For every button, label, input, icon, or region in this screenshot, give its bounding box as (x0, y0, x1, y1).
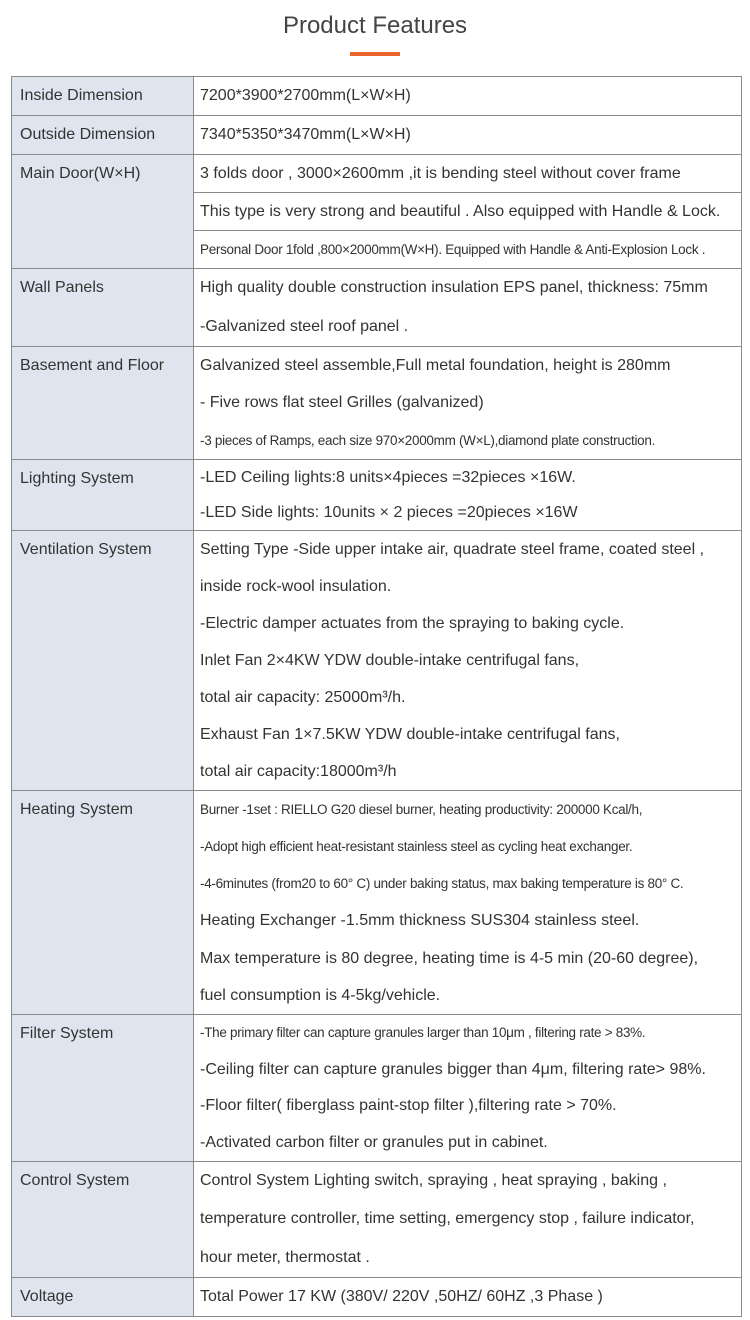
row-value-line: total air capacity:18000m³/h (200, 762, 397, 780)
table-row (12, 790, 742, 1014)
row-label: Outside Dimension (20, 126, 156, 143)
row-label: Main Door(W×H) (20, 165, 141, 182)
row-label-cell (12, 116, 194, 155)
row-value-line: -4-6minutes (from20 to 60° C) under baking status, max baking temperature is 80° C. (200, 876, 684, 892)
row-value-cell (194, 347, 742, 460)
row-label: Heating System (20, 800, 133, 818)
row-value-line: temperature controller, time setting, emergency stop , failure indicator, (200, 1210, 695, 1228)
table-row (12, 347, 742, 460)
row-label: Basement and Floor (20, 357, 165, 374)
row-value-line: Burner -1set : RIELLO G20 diesel burner, heating productivity: 200000 Kcal/h, (200, 801, 643, 817)
row-value-line: -The primary filter can capture granules larger than 10μm , filtering rate > 83%. (200, 1025, 646, 1041)
row-value-cell (194, 459, 742, 530)
row-value-line: Max temperature is 80 degree, heating time is 4-5 min (20-60 degree), (200, 949, 699, 967)
row-value-cell (194, 790, 742, 1014)
row-value-cell (194, 1015, 742, 1162)
row-value-cell (194, 530, 742, 790)
row-value-line: 7200*3900*2700mm(L×W×H) (200, 87, 411, 104)
row-value-line: 3 folds door , 3000×2600mm ,it is bending steel without cover frame (194, 155, 741, 193)
row-label: Control System (20, 1172, 130, 1190)
row-label: Filter System (20, 1025, 114, 1043)
row-value-line: fuel consumption is 4-5kg/vehicle. (200, 986, 441, 1004)
row-value-line: -Galvanized steel roof panel . (200, 317, 409, 335)
row-label-cell (12, 155, 194, 269)
row-value-line: -Floor filter( fiberglass paint-stop filter ),filtering rate > 70%. (200, 1097, 617, 1115)
row-value-line: - Five rows flat steel Grilles (galvanized) (200, 394, 484, 412)
row-label-cell (12, 1277, 194, 1316)
row-value-cell (194, 116, 742, 155)
table-row (12, 530, 742, 790)
row-label-cell (12, 530, 194, 790)
row-value-cell (194, 1162, 742, 1278)
row-value-cell (194, 269, 742, 347)
row-value-line: This type is very strong and beautiful . Also equipped with Handle & Lock. (194, 193, 741, 231)
table-row (12, 459, 742, 530)
table-row (12, 1277, 742, 1316)
row-value-line: inside rock-wool insulation. (200, 577, 392, 595)
row-value-line: Personal Door 1fold ,800×2000mm(W×H). Equipped with Handle & Anti-Explosion Lock . (200, 242, 706, 257)
table-row (12, 1162, 742, 1278)
row-value-cell (194, 77, 742, 116)
row-value-line: Exhaust Fan 1×7.5KW YDW double-intake centrifugal fans, (200, 725, 620, 743)
table-row (12, 77, 742, 116)
table-row (12, 1015, 742, 1162)
row-label-cell (12, 1015, 194, 1162)
features-table (11, 76, 742, 1317)
row-label-cell (12, 347, 194, 460)
row-label-cell (12, 790, 194, 1014)
row-label: Voltage (20, 1287, 74, 1305)
table-row (12, 155, 742, 269)
row-value-line: Control System Lighting switch, spraying , heat spraying , baking , (200, 1172, 667, 1190)
row-value-line: 7340*5350*3470mm(L×W×H) (200, 126, 411, 143)
row-value-line: -3 pieces of Ramps, each size 970×2000mm (W×L),diamond plate construction. (200, 432, 656, 448)
row-label-cell (12, 1162, 194, 1278)
row-value-line: total air capacity: 25000m³/h. (200, 688, 406, 706)
row-label: Wall Panels (20, 279, 104, 296)
page-title: Product Features (282, 12, 468, 39)
row-value-line: -Activated carbon filter or granules put in cabinet. (200, 1133, 548, 1151)
row-value-line: Inlet Fan 2×4KW YDW double-intake centrifugal fans, (200, 651, 580, 669)
row-label: Ventilation System (20, 540, 152, 558)
row-label-cell (12, 459, 194, 530)
row-value-line: hour meter, thermostat . (200, 1248, 370, 1266)
row-value-line: -LED Side lights: 10units × 2 pieces =20pieces ×16W (200, 503, 578, 521)
table-row (12, 116, 742, 155)
row-value-line: High quality double construction insulation EPS panel, thickness: 75mm (200, 279, 708, 296)
row-value-line: Heating Exchanger -1.5mm thickness SUS304 stainless steel. (200, 912, 640, 930)
row-value-line: -Adopt high efficient heat-resistant stainless steel as cycling heat exchanger. (200, 839, 633, 855)
row-label: Inside Dimension (20, 87, 143, 104)
row-value-cell (194, 155, 742, 269)
row-label: Lighting System (20, 469, 134, 487)
title-underline (350, 52, 400, 56)
row-value-line: -Ceiling filter can capture granules bigger than 4μm, filtering rate> 98%. (200, 1060, 706, 1078)
row-value-line: Total Power 17 KW (380V/ 220V ,50HZ/ 60HZ ,3 Phase ) (200, 1287, 603, 1305)
table-row (12, 269, 742, 347)
row-label-cell (12, 77, 194, 116)
row-label-cell (12, 269, 194, 347)
row-value-line: Galvanized steel assemble,Full metal foundation, height is 280mm (200, 357, 671, 374)
row-value-line: Setting Type -Side upper intake air, quadrate steel frame, coated steel , (200, 540, 705, 558)
row-value-cell (194, 1277, 742, 1316)
row-value-line: -Electric damper actuates from the spraying to baking cycle. (200, 614, 625, 632)
row-value-line: -LED Ceiling lights:8 units×4pieces =32pieces ×16W. (200, 468, 576, 486)
